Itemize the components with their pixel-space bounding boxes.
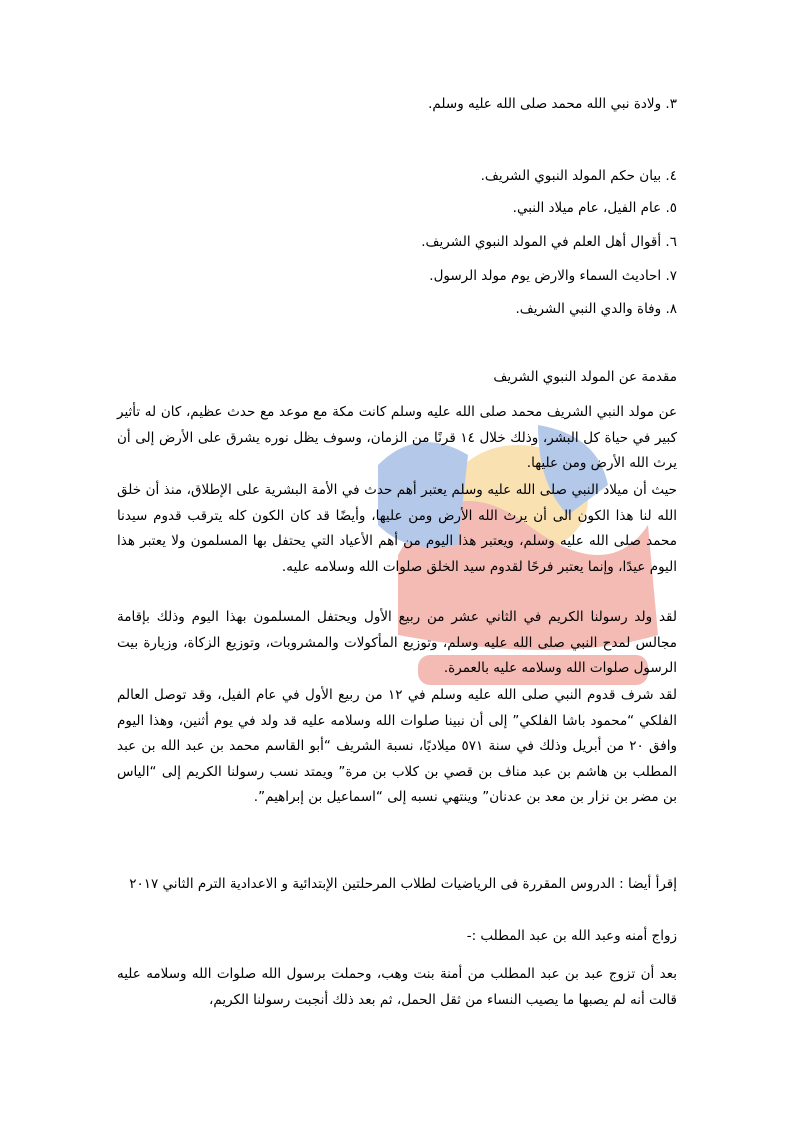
toc-item-6: ٦. أقوال أهل العلم في المولد النبوي الشريف. — [421, 234, 677, 250]
intro-paragraph-3: لقد ولد رسولنا الكريم في الثاني عشر من ربيع الأول ويحتفل المسلمون بهذا اليوم وذلك بإقامة مجالس لمدح النبي صلى الله عليه وسلم، وتوزيع المأكولات والمشروبات، وتوزيع الزكاة، وزيارة بيت الرسول صلوات الله وسلامه عليه بالعمرة. — [117, 609, 677, 676]
intro-paragraph-4: لقد شرف قدوم النبي صلى الله عليه وسلم في ١٢ من ربيع الأول في عام الفيل، وقد توصل العالم الفلكي “محمود باشا الفلكي” إلى أن نبينا صلوات الله وسلامه عليه قد ولد في يوم أثنين، وهذا اليوم وافق ٢٠ من أبريل وذلك في سنة ٥٧١ ميلاديًا، نسبة الشريف “أبو القاسم محمد بن عبد الله بن عبد المطلب بن هاشم بن عبد مناف بن قصي بن كلاب بن مرة” ويمتد نسب رسولنا الكريم إلى “الياس بن مضر بن نزار بن معد بن عدنان” وينتهي نسبه إلى “اسماعيل بن إبراهيم”. — [117, 687, 677, 805]
toc-item-5: ٥. عام الفيل، عام ميلاد النبي. — [512, 200, 677, 216]
marriage-paragraph-1: بعد أن تزوج عبد بن عبد المطلب من أمنة بنت وهب، وحملت برسول الله صلوات الله وسلامه عليه قالت أنه لم يصبها ما يصيب النساء من ثقل الحمل، ثم بعد ذلك أنجبت رسولنا الكريم، — [117, 966, 677, 1008]
toc-item-3: ٣. ولادة نبي الله محمد صلى الله عليه وسلم. — [428, 96, 677, 112]
intro-paragraph-2: حيث أن ميلاد النبي صلى الله عليه وسلم يعتبر أهم حدث في الأمة البشرية على الإطلاق، منذ أن خلق الله لنا هذا الكون الى أن يرث الله الأرض ومن عليها، وأيضًا قد كان الكون كله يترقب قدوم سيدنا محمد صلى الله عليه وسلم، ويعتبر هذا اليوم من أهم الأعياد التي يحتفل بها المسلمون ولا يعتبر هذا اليوم عيدًا، وإنما يعتبر فرحًا لقدوم سيد الخلق صلوات الله وسلامه عليه. — [117, 482, 677, 575]
toc-item-7: ٧. احاديث السماء والارض يوم مولد الرسول. — [429, 268, 677, 284]
marriage-heading: زواج أمنه وعبد الله بن عبد المطلب :- — [466, 928, 677, 944]
read-also-link[interactable]: إقرأ أيضا : الدروس المقررة فى الرياضيات لطلاب المرحلتين الإبتدائية و الاعدادية الترم الثاني ٢٠١٧ — [129, 876, 677, 892]
intro-heading: مقدمة عن المولد النبوي الشريف — [493, 369, 677, 385]
toc-item-8: ٨. وفاة والدي النبي الشريف. — [515, 301, 677, 317]
toc-item-4: ٤. بيان حكم المولد النبوي الشريف. — [480, 168, 677, 184]
intro-paragraph-1: عن مولد النبي الشريف محمد صلى الله عليه وسلم كانت مكة مع موعد مع حدث عظيم، كان له تأثير كبير في حياة كل البشر، وذلك خلال ١٤ قرنًا من الزمان، وسوف يظل نوره يشرق على الأرض إلى أن يرث الله الأرض ومن عليها. — [117, 404, 677, 471]
